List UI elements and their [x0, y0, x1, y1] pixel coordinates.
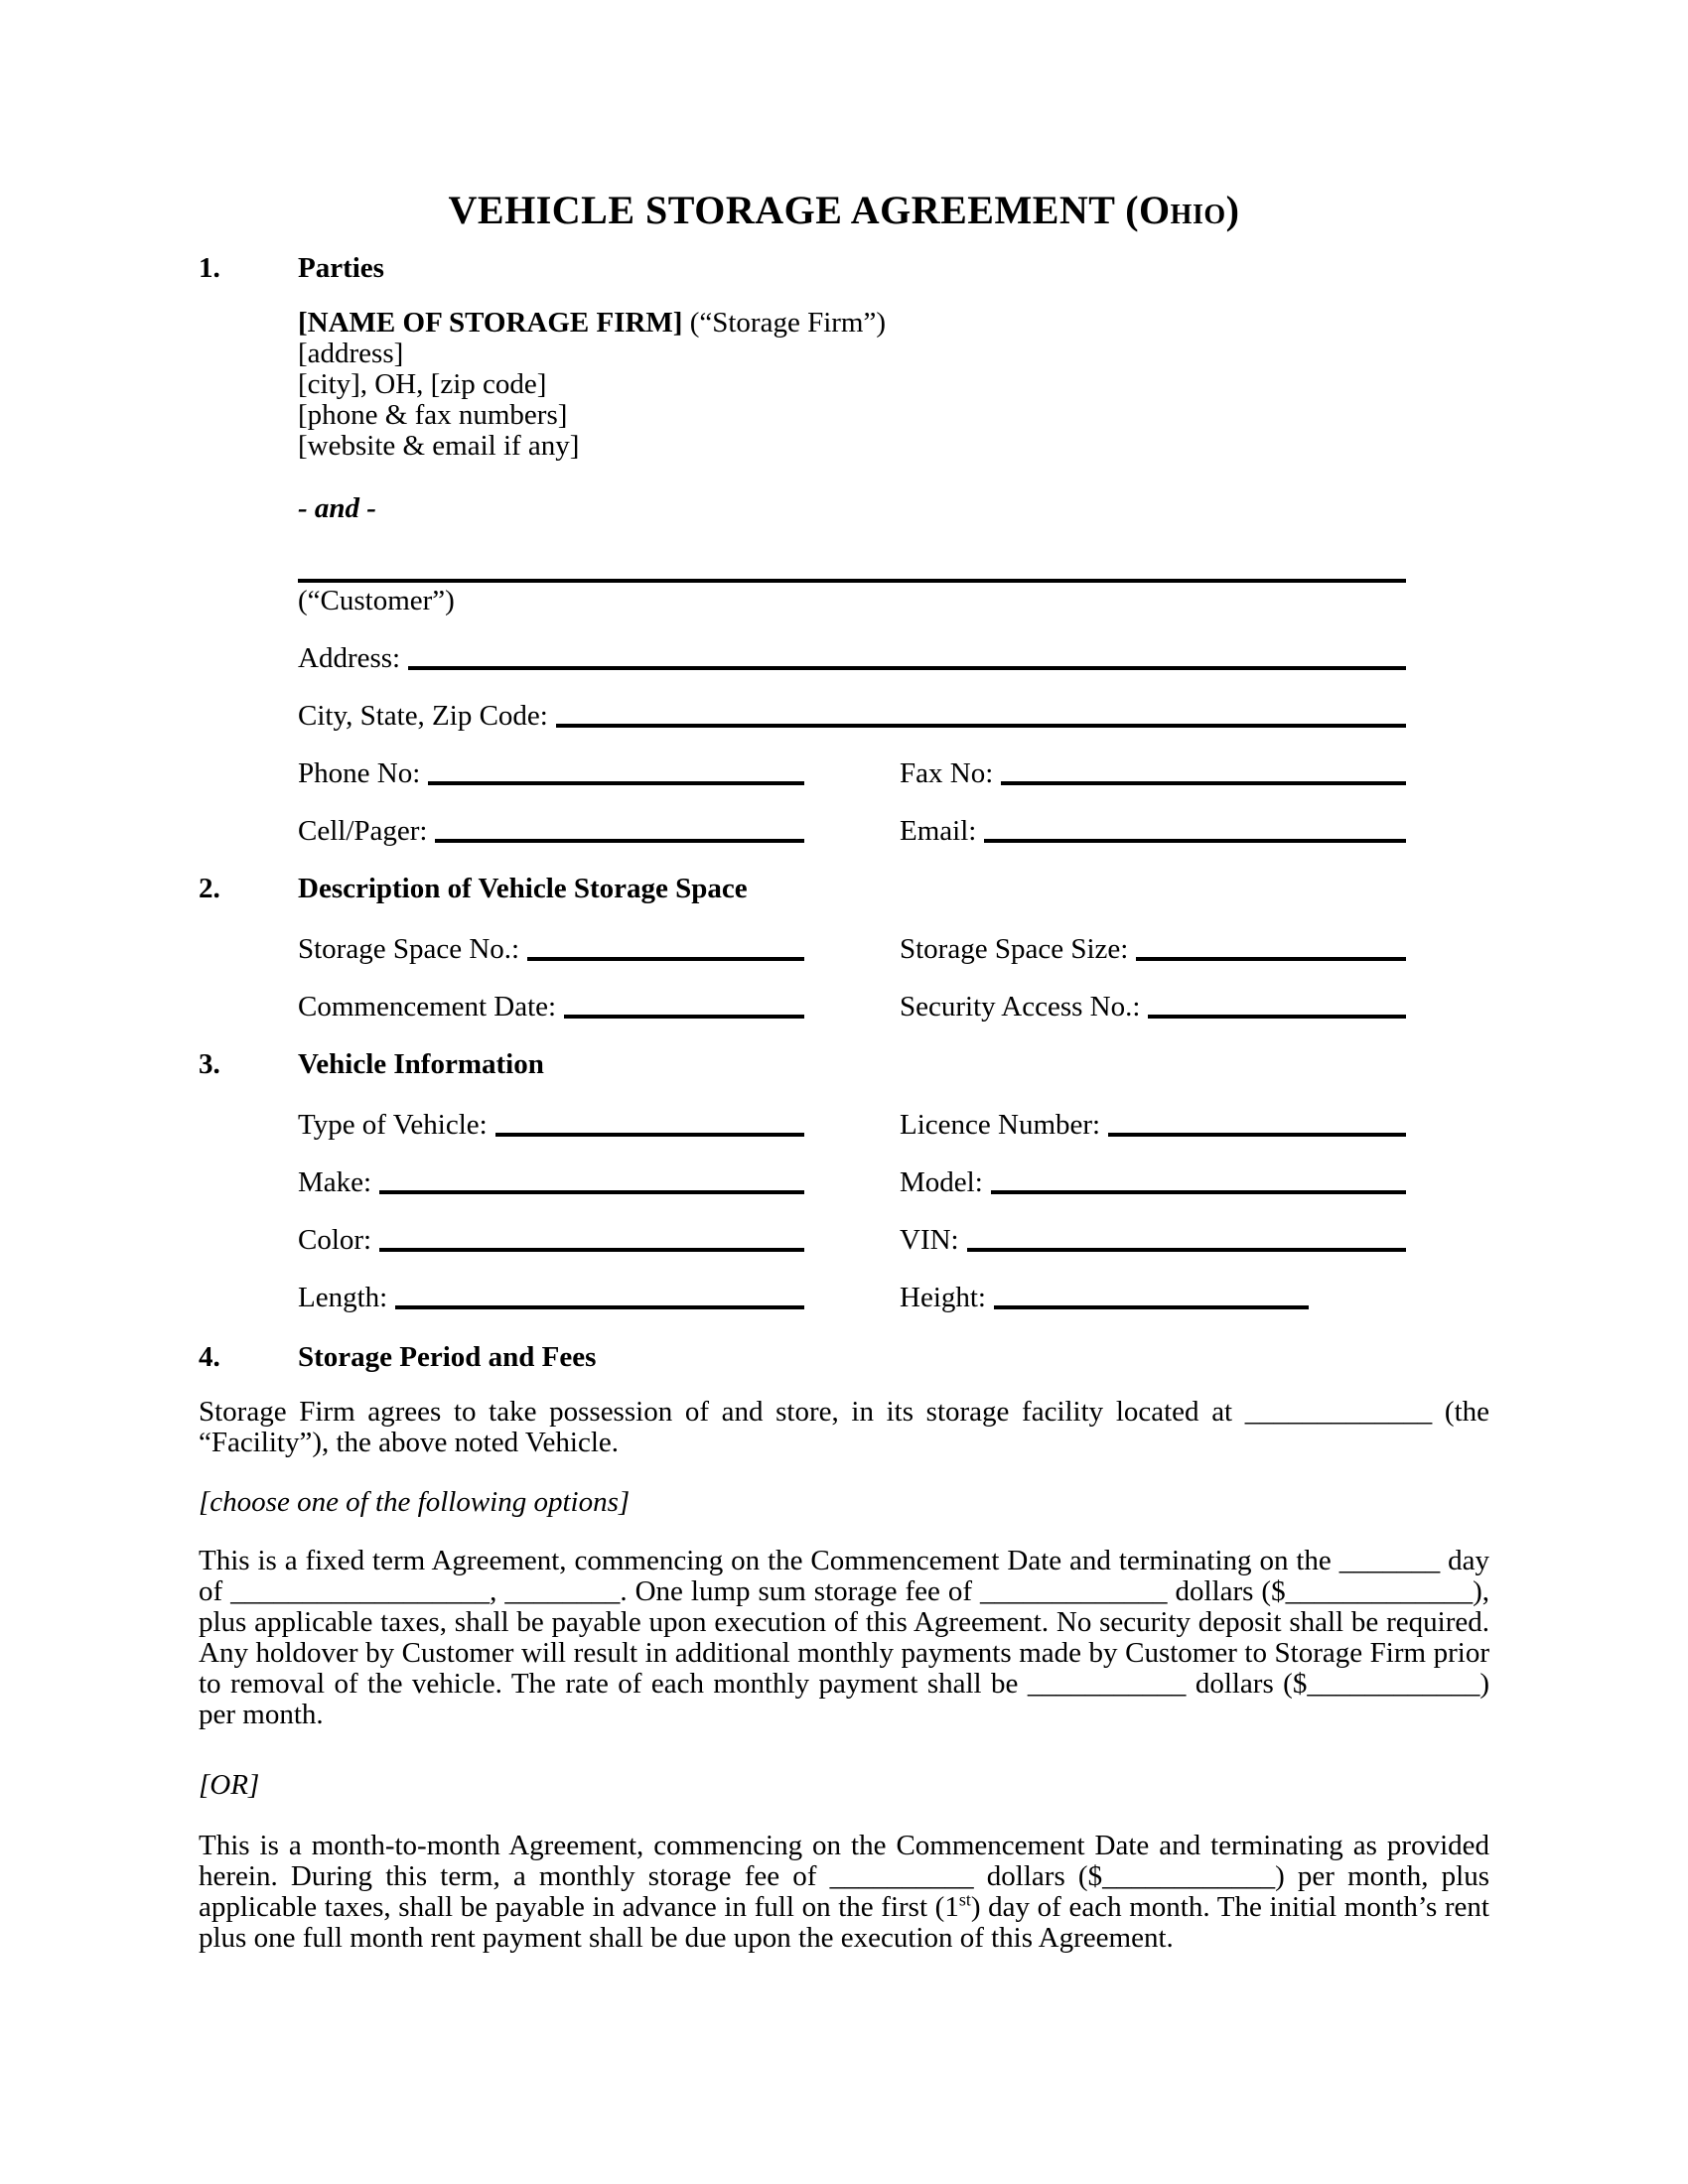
- type-of-vehicle-field: [298, 1105, 804, 1141]
- or-note: [OR]: [199, 1769, 260, 1801]
- type-of-vehicle-label: Type of Vehicle:: [298, 1109, 488, 1141]
- section-1-header: [199, 252, 1489, 284]
- make-label: Make:: [298, 1166, 372, 1198]
- security-access-field: [900, 987, 1406, 1023]
- form-row-length-height: [298, 1278, 1406, 1313]
- commencement-date-field: [298, 987, 804, 1023]
- security-access-label: Security Access No.:: [900, 991, 1141, 1023]
- section-3-header: [199, 1048, 1489, 1080]
- vin-label: VIN:: [900, 1224, 959, 1256]
- phone-label: Phone No:: [298, 757, 421, 789]
- security-access-blank-line: [1148, 1015, 1406, 1019]
- email-field: [900, 811, 1406, 847]
- color-field: [298, 1220, 804, 1256]
- firm-name-line: [298, 308, 1489, 339]
- firm-address-line: [address]: [298, 338, 404, 369]
- vehicle-info-form-area: [298, 1105, 1406, 1313]
- commencement-date-blank-line: [564, 1015, 804, 1019]
- model-field: [900, 1162, 1406, 1198]
- month-paragraph-part1: This is a month-to-month Agreement, commencing on the Commencement Date and terminating as provided herein. During this term, a monthly storage fee of __________ dollars ($____________) per month, plus applicable taxes, shall be payable in advance in full on the first (1: [199, 1830, 1489, 1923]
- cell-pager-blank-line: [435, 839, 804, 843]
- storage-space-no-label: Storage Space No.:: [298, 933, 520, 965]
- ordinal-superscript: st: [958, 1889, 971, 1910]
- customer-name-blank-line: [298, 579, 1406, 583]
- make-field: [298, 1162, 804, 1198]
- firm-website-line: [website & email if any]: [298, 430, 580, 462]
- height-field: [900, 1278, 1406, 1313]
- fax-blank-line: [1001, 781, 1406, 785]
- form-row-space-no-size: [298, 929, 1406, 965]
- vin-blank-line: [967, 1248, 1406, 1252]
- licence-number-blank-line: [1108, 1133, 1406, 1137]
- type-of-vehicle-blank-line: [495, 1133, 804, 1137]
- cell-pager-field: [298, 811, 804, 847]
- length-label: Length:: [298, 1282, 388, 1313]
- email-blank-line: [984, 839, 1406, 843]
- length-blank-line: [395, 1305, 804, 1309]
- storage-space-size-label: Storage Space Size:: [900, 933, 1129, 965]
- firm-city-line: [city], OH, [zip code]: [298, 368, 547, 400]
- firm-phone-line: [phone & fax numbers]: [298, 399, 568, 431]
- phone-field: [298, 753, 804, 789]
- make-blank-line: [379, 1190, 804, 1194]
- licence-number-label: Licence Number:: [900, 1109, 1101, 1141]
- email-label: Email:: [900, 815, 977, 847]
- form-row-commencement-security: [298, 987, 1406, 1023]
- form-row-phone-fax: [298, 753, 1406, 789]
- form-row-type-licence: [298, 1105, 1406, 1141]
- color-label: Color:: [298, 1224, 372, 1256]
- month-paragraph-part2: ) day of each month. The initial month’s rent plus one full month rent payment shall be due upon the execution of this Agreement.: [199, 1891, 1489, 1954]
- storage-space-no-blank-line: [527, 957, 804, 961]
- form-row-city-state-zip: [298, 696, 1406, 732]
- licence-number-field: [900, 1105, 1406, 1141]
- firm-name-placeholder: [NAME OF STORAGE FIRM]: [298, 307, 683, 339]
- length-field: [298, 1278, 804, 1313]
- phone-blank-line: [428, 781, 804, 785]
- document-title: VEHICLE STORAGE AGREEMENT (Ohio): [448, 188, 1240, 232]
- form-row-cell-email: [298, 811, 1406, 847]
- form-row-address: [298, 638, 1406, 674]
- fixed-term-paragraph: This is a fixed term Agreement, commencing on the Commencement Date and terminating on the _______ day of __________________, ________. One lump sum storage fee of _____________ dollars ($_____________), plus applicable taxes, shall be payable upon execution of this Agreement. No security deposit shall be required. Any holdover by Customer will result in additional monthly payments made by Customer to Storage Firm prior to removal of the vehicle. The rate of each monthly payment shall be ___________ dollars ($____________) per month.: [199, 1545, 1489, 1730]
- model-label: Model:: [900, 1166, 983, 1198]
- height-blank-line: [994, 1305, 1309, 1309]
- section-heading-vehicle-info: Vehicle Information: [298, 1048, 544, 1080]
- section-2-header: [199, 873, 1489, 904]
- and-separator: - and -: [298, 492, 376, 524]
- city-state-zip-label: City, State, Zip Code:: [298, 700, 548, 732]
- height-label: Height:: [900, 1282, 986, 1313]
- address-blank-line: [408, 666, 1406, 670]
- address-label: Address:: [298, 642, 401, 674]
- city-state-zip-blank-line: [556, 724, 1406, 728]
- storage-intro-paragraph: Storage Firm agrees to take possession of and store, in its storage facility located at _____________ (the “Facility”), the above noted Vehicle.: [199, 1396, 1489, 1458]
- choose-options-note: [choose one of the following options]: [199, 1486, 631, 1518]
- cell-pager-label: Cell/Pager:: [298, 815, 428, 847]
- storage-space-size-field: [900, 929, 1406, 965]
- section-4-header: [199, 1341, 1489, 1373]
- section-3-number: 3.: [199, 1048, 220, 1080]
- section-heading-parties: Parties: [298, 252, 384, 284]
- section-4-number: 4.: [199, 1341, 220, 1373]
- color-blank-line: [379, 1248, 804, 1252]
- form-row-color-vin: [298, 1220, 1406, 1256]
- storage-space-form-area: [298, 929, 1406, 1023]
- fax-field: [900, 753, 1406, 789]
- section-2-number: 2.: [199, 873, 220, 904]
- month-to-month-paragraph: [199, 1831, 1489, 1954]
- storage-space-no-field: [298, 929, 804, 965]
- storage-space-size-blank-line: [1136, 957, 1406, 961]
- storage-firm-block: [298, 308, 1489, 462]
- firm-name-suffix: (“Storage Firm”): [682, 307, 887, 339]
- section-1-number: 1.: [199, 252, 220, 284]
- vin-field: [900, 1220, 1406, 1256]
- model-blank-line: [991, 1190, 1406, 1194]
- section-heading-storage-period: Storage Period and Fees: [298, 1341, 597, 1373]
- customer-form-area: [298, 579, 1406, 847]
- commencement-date-label: Commencement Date:: [298, 991, 557, 1023]
- form-row-make-model: [298, 1162, 1406, 1198]
- customer-caption: (“Customer”): [298, 585, 455, 616]
- section-heading-storage-space: Description of Vehicle Storage Space: [298, 873, 748, 904]
- fax-label: Fax No:: [900, 757, 994, 789]
